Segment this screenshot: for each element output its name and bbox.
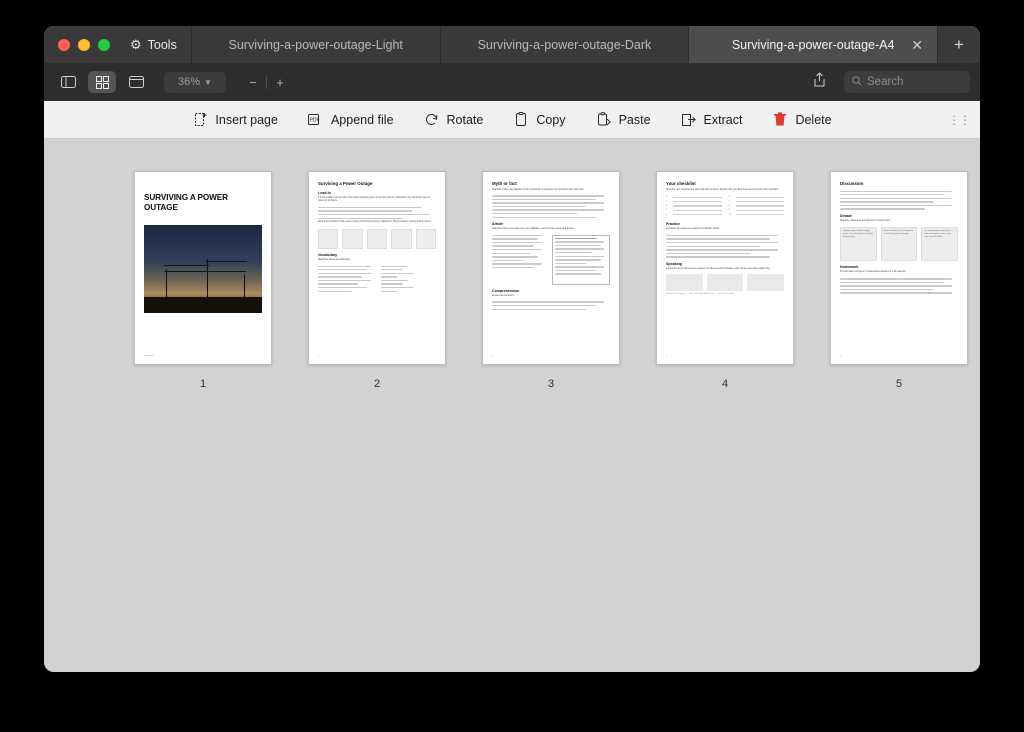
delete-button[interactable] <box>772 111 831 128</box>
tab-light[interactable] <box>192 26 441 63</box>
page-thumbnail-list <box>44 171 980 390</box>
append-file-button[interactable] <box>308 111 394 128</box>
page-title: Myth or fact <box>492 181 517 186</box>
zoom-stepper[interactable] <box>242 72 291 92</box>
zoom-level-value: 36% <box>178 76 201 88</box>
page-footer: 2 <box>492 356 494 358</box>
discussion-lines <box>840 191 958 210</box>
new-tab-button[interactable]: + <box>954 34 964 54</box>
section-heading: Article <box>492 222 504 227</box>
window-controls <box>44 26 122 63</box>
page-thumbnail-4[interactable] <box>656 171 794 365</box>
thumbnail-canvas[interactable] <box>44 139 980 672</box>
image-caption: Tools for an emergency — Tools that people need to have — Tools that are useful <box>666 292 735 295</box>
paste-button[interactable] <box>596 111 651 128</box>
search-field[interactable] <box>844 71 970 93</box>
action-label: Extract <box>703 112 743 127</box>
page-thumbnail-5[interactable] <box>830 171 968 365</box>
page-footer: 1 <box>318 356 320 358</box>
paste-icon <box>596 111 612 128</box>
stepper-divider <box>266 76 267 89</box>
chevron-down-icon: ▼ <box>204 77 212 87</box>
extract-icon <box>681 111 697 128</box>
section-body: Read the article and create your own database; check the key words and answer. <box>492 228 575 231</box>
page-action-bar <box>44 101 980 139</box>
checklist-columns <box>666 196 784 218</box>
close-window-button[interactable] <box>58 39 70 51</box>
drag-handle-icon[interactable]: ⋮⋮ <box>948 112 970 127</box>
checklist-column-right: 6. 7. 8. 9. 10. <box>729 196 785 218</box>
article-inset-box <box>552 235 611 285</box>
cover-photo <box>144 225 262 313</box>
section-heading: Speaking <box>666 261 682 266</box>
tab-a4[interactable] <box>689 26 938 63</box>
share-icon <box>813 72 826 92</box>
title-bar <box>44 26 980 63</box>
page-title: Surviving a Power Outage <box>318 181 373 186</box>
comprehension-lines <box>492 301 610 310</box>
page-thumbnail-item[interactable] <box>830 171 968 390</box>
svg-text:PDF: PDF <box>310 117 321 124</box>
section-heading: Comprehension <box>492 288 520 293</box>
maximize-window-button[interactable] <box>98 39 110 51</box>
insert-page-icon <box>192 111 208 128</box>
checklist-column-left: 1. 2. 3. 4. 5. <box>666 196 722 218</box>
main-toolbar <box>44 63 980 101</box>
page-number: 3 <box>547 378 555 390</box>
page-title: Your checklist <box>666 181 696 186</box>
debate-card: Far more people preparing for a likely emergency means more time they will handle. <box>921 227 958 261</box>
minimize-window-button[interactable] <box>78 39 90 51</box>
image-thumb <box>318 229 338 249</box>
action-label: Insert page <box>215 112 278 127</box>
image-thumb <box>342 229 362 249</box>
page-footer: 4 <box>840 356 842 358</box>
append-file-icon <box>308 111 324 128</box>
image-thumb <box>416 229 436 249</box>
cover-title: SURVIVING A POWER OUTAGE <box>144 193 228 212</box>
zoom-out-button[interactable]: − <box>249 74 257 90</box>
section-heading: Lead-in <box>318 190 331 195</box>
rotate-icon <box>424 111 440 128</box>
image-thumb <box>391 229 411 249</box>
instruction-text: Describe your checklist and work that with the items. Explain why you think these items are the most important. <box>666 188 779 191</box>
instruction-text: Read the myths, pay attention to the new words, and answer the questions after each part. <box>492 188 585 191</box>
sidebar-toggle-button[interactable] <box>54 71 82 93</box>
tab-dark[interactable] <box>441 26 690 63</box>
practice-lines <box>666 235 784 258</box>
article-columns <box>492 235 610 285</box>
homework-lines <box>840 278 958 294</box>
search-icon <box>852 76 862 89</box>
page-number: 2 <box>373 378 381 390</box>
page-thumbnail-1[interactable] <box>134 171 272 365</box>
article-text-column <box>492 235 545 285</box>
share-button[interactable] <box>806 71 832 93</box>
image-thumb <box>367 229 387 249</box>
page-thumbnail-item[interactable] <box>656 171 794 390</box>
debate-card: Supply outage should struggle and a role in identity of the people 50 years ago. <box>840 227 877 261</box>
section-heading: Homework <box>840 265 859 270</box>
tools-icon: ⚙ <box>130 36 142 52</box>
tab-label: Surviving-a-power-outage-A4 <box>731 37 895 52</box>
trash-icon <box>772 111 788 128</box>
instruction-text: Read the statements and discuss in small groups. <box>840 219 891 222</box>
action-label: Paste <box>618 112 651 127</box>
page-footer: Worksheet <box>144 355 154 357</box>
instruction-text: Work these problems that need to share and discuss during a classroom. Show answers, looking with a partner. <box>318 221 432 224</box>
extract-button[interactable] <box>681 111 743 128</box>
section-body: Match the words and definitions. <box>318 258 351 261</box>
section-body: It is the middle of winter when the power suddenly goes out across your city. Authorities say electricity may not return for 24 hours. <box>318 196 430 203</box>
equipment-image <box>666 274 703 291</box>
match-columns <box>318 266 436 295</box>
match-column-left <box>318 266 374 295</box>
action-label: Rotate <box>446 112 484 127</box>
debate-cards <box>840 227 958 261</box>
tools-button[interactable] <box>122 26 192 63</box>
page-footer: 3 <box>666 356 668 358</box>
zoom-level-dropdown[interactable] <box>164 72 226 93</box>
page-number: 4 <box>721 378 729 390</box>
image-row <box>318 229 436 249</box>
action-label: Copy <box>536 112 566 127</box>
page-thumbnail-item[interactable] <box>308 171 446 390</box>
thumbnail-grid-button[interactable] <box>88 71 116 93</box>
section-body: Answer the questions. <box>492 294 515 297</box>
page-view-button[interactable] <box>122 71 150 93</box>
thumbnail-grid-icon <box>96 76 109 89</box>
tab-label: Surviving-a-power-outage-Dark <box>477 37 652 52</box>
page-number: 1 <box>199 378 207 390</box>
section-body: Look at the items during an emergency kit. Discuss which situation each can be used and explain why. <box>666 267 771 270</box>
equipment-image <box>747 274 784 291</box>
debate-card: Media is often now of changed for use for living power outages. <box>881 227 918 261</box>
copy-button[interactable] <box>513 111 565 128</box>
rotate-button[interactable] <box>424 111 484 128</box>
page-title: Discussion <box>840 181 864 186</box>
close-tab-icon[interactable]: ✕ <box>911 36 923 53</box>
question-lines <box>318 207 436 219</box>
section-body: Provide basic emergency preparedness advice for a 10-year-old. <box>840 271 906 274</box>
copy-icon <box>513 111 529 128</box>
match-column-right <box>381 266 437 295</box>
action-label: Delete <box>795 112 832 127</box>
page-view-icon <box>129 76 144 88</box>
section-body: Complete the sentences using the vocabulary words. <box>666 228 720 231</box>
insert-page-button[interactable] <box>192 111 278 128</box>
equipment-image-row <box>666 274 784 291</box>
page-thumbnail-item[interactable] <box>134 171 272 390</box>
page-number: 5 <box>895 378 903 390</box>
page-thumbnail-3[interactable] <box>482 171 620 365</box>
section-heading: Debate <box>840 213 852 218</box>
page-thumbnail-2[interactable] <box>308 171 446 365</box>
zoom-in-button[interactable]: + <box>276 74 284 90</box>
pdf-app-window <box>44 26 980 672</box>
myth-list <box>492 195 610 218</box>
section-heading: Vocabulary <box>318 252 338 257</box>
page-thumbnail-item[interactable] <box>482 171 620 390</box>
tab-label: Surviving-a-power-outage-Light <box>228 37 403 52</box>
search-placeholder: Search <box>867 76 904 88</box>
sidebar-icon <box>61 76 76 88</box>
action-label: Append file <box>330 112 394 127</box>
tools-label: Tools <box>147 37 177 52</box>
section-heading: Practice <box>666 222 680 227</box>
equipment-image <box>707 274 744 291</box>
